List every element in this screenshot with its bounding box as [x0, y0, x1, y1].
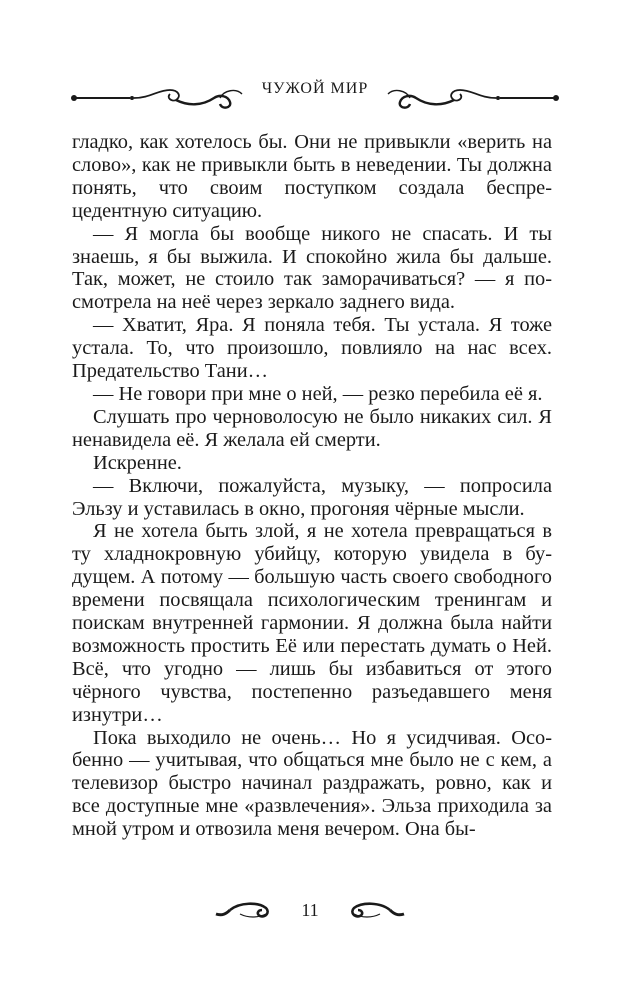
body-text — [72, 131, 552, 841]
paragraph-4: — Не говори при мне о ней, — резко перебила её я. — [93, 382, 543, 405]
running-head — [70, 76, 560, 114]
running-title: ЧУЖОЙ МИР — [261, 80, 369, 97]
paragraph-7: — Включи, пожалуйста, музыку, — попросила Эльзу и уставилась в окно, прогоняя чёрные мысли. — [72, 474, 552, 520]
paragraph-1: гладко, как хотелось бы. Они не привыкли «верить на слово», как не привыкли быть в неведении. Ты должна понять, что своим поступком создала беспрецедентную ситуацию. — [72, 131, 552, 222]
paragraph-5: Слушать про черноволосую не было никаких сил. Я ненавидела её. Я желала ей смерти. — [72, 405, 552, 451]
paragraph-9: Пока выходило не очень… Но я усидчивая. Особенно — учитывая, что общаться мне было не с кем, а телевизор быстро начинал раздражать, ровно, как и все доступные мне «развлечения». Эльза приходила за мной утром и отвозила меня вечером. Она бы- — [72, 726, 552, 841]
paragraph-6: Искренне. — [93, 451, 182, 474]
page-number: 11 — [301, 900, 319, 920]
paragraph-8: Я не хотела быть злой, я не хотела превращаться в ту хладнокровную убийцу, которую увидела в будущем. А потому — большую часть своего свободного времени посвящала психологическим тренингам и поискам внутренней гармонии. Я должна была найти возможность простить Её или перестать думать о Ней. Всё, что угодно — лишь бы избавиться от этого чёрного чувства, постепенно разъедавшего меня изнутри… — [72, 520, 552, 726]
paragraph-2: — Я могла бы вообще никого не спасать. И ты знаешь, я бы выжила. И спокойно жила бы дальше. Так, может, не стоило так заморачиваться? — я посмотрела на неё через зеркало заднего вида. — [72, 222, 552, 314]
paragraph-3: — Хватит, Яра. Я поняла тебя. Ты устала. Я тоже устала. То, что произошло, повлияло на нас всех. Предательство Тани… — [72, 314, 552, 383]
folio — [200, 896, 420, 926]
